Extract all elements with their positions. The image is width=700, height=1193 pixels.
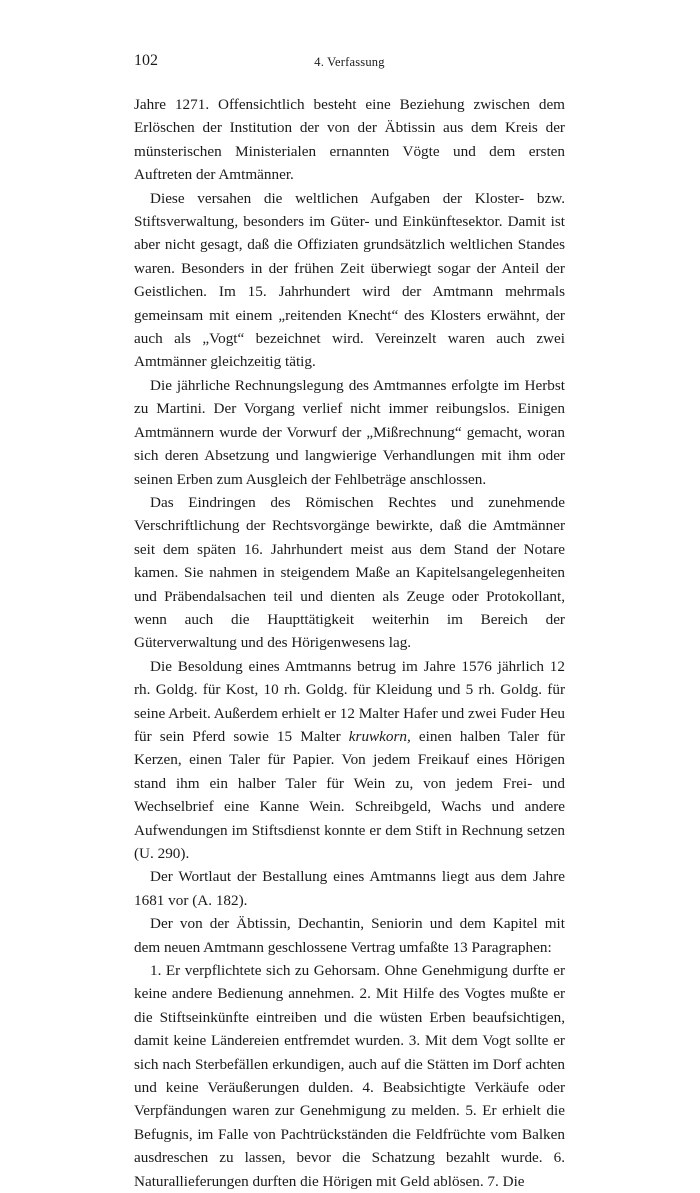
paragraph-2: Diese versahen die weltlichen Aufgaben der Kloster- bzw. Stiftsverwaltung, besonders im Güter- und Einkünftesektor. Damit ist aber nicht gesagt, daß die Offiziaten grundsätzlich weltlichen Standes waren. Besonders in der frühen Zeit überwiegt sogar der Anteil der Geistlichen. Im 15. Jahrhundert wird der Amtmann mehrmals gemeinsam mit einem „reitenden Knecht“ des Klosters erwähnt, der auch als „Vogt“ bezeichnet wird. Vereinzelt waren auch zwei Amtmänner gleichzeitig tätig. xyxy=(134,189,565,371)
body-text xyxy=(134,93,565,1193)
italic-term: kruwkorn, xyxy=(348,727,411,745)
paragraph-6: Der Wortlaut der Bestallung eines Amtmanns liegt aus dem Jahre 1681 vor (A. 182). xyxy=(134,868,565,909)
paragraph-4: Das Eindringen des Römischen Rechtes und zunehmende Verschriftlichung der Rechtsvorgänge bewirkte, daß die Amtmänner seit dem späten 16. Jahrhundert meist aus dem Stand der Notare kamen. Sie nahmen in steigendem Maße an Kapitelsangelegenheiten und Präbendalsachen teil und dienten als Zeuge oder Protokollant, wenn auch die Haupttätigkeit weiterhin im Bereich der Güterverwaltung und des Hörigenwesens lag. xyxy=(134,493,565,652)
page-number: 102 xyxy=(134,52,158,69)
paragraph-1: Jahre 1271. Offensichtlich besteht eine Beziehung zwischen dem Erlöschen der Institution der von der Äbtissin aus dem Kreis der münsterischen Ministerialen ernannten Vögte und dem ersten Auftreten der Amtmänner. xyxy=(134,96,565,184)
running-head: 4. Verfassung xyxy=(314,55,385,69)
paragraph-5 xyxy=(134,655,565,866)
paragraph-7: Der von der Äbtissin, Dechantin, Seniorin und dem Kapitel mit dem neuen Amtmann geschlossene Vertrag umfaßte 13 Paragraphen: xyxy=(134,915,565,956)
paragraph-5-text-before: Die Besoldung eines Amtmanns betrug im Jahre 1576 jährlich 12 rh. Goldg. für Kost, 10 rh. Goldg. für Kleidung und 5 rh. Goldg. für seine Arbeit. Außerdem erhielt er 12 Malter Hafer und zwei Fuder Heu für sein Pferd sowie 15 Malter xyxy=(134,657,566,745)
paragraph-5-text-after: einen halben Taler für Kerzen, einen Taler für Papier. Von jedem Freikauf eines Hörigen stand ihm ein halber Taler für Wein zu, von jedem Frei- und Wechselbrief eine Kanne Wein. Schreibgeld, Wachs und andere Aufwendungen im Stiftsdienst konnte er dem Stift in Rechnung setzen (U. 290). xyxy=(134,727,565,862)
paragraph-3: Die jährliche Rechnungslegung des Amtmannes erfolgte im Herbst zu Martini. Der Vorgang verlief nicht immer reibungslos. Einigen Amtmännern wurde der Vorwurf der „Mißrechnung“ gemacht, woran sich deren Absetzung und langwierige Verhandlungen mit ihm oder seinen Erben zum Ausgleich der Fehlbeträge anschlossen. xyxy=(134,376,565,488)
paragraph-8: 1. Er verpflichtete sich zu Gehorsam. Ohne Genehmigung durfte er keine andere Bedienung annehmen. 2. Mit Hilfe des Vogtes mußte er die Stiftseinkünfte eintreiben und die wüsten Erben beaufsichtigen, damit keine Ländereien entfremdet wurden. 3. Mit dem Vogt sollte er sich nach Sterbefällen erkundigen, auch auf die Stätten im Dorf achten und keine Veräußerungen dulden. 4. Beabsichtigte Verkäufe oder Verpfändungen waren zur Genehmigung zu melden. 5. Er erhielt die Befugnis, im Falle von Pachtrückständen die Feldfrüchte vom Balken ausdreschen zu lassen, bevor die Schatzung bezahlt wurde. 6. Naturallieferungen durften die Hörigen mit Geld ablösen. 7. Die xyxy=(134,962,565,1190)
page-header xyxy=(134,46,565,76)
